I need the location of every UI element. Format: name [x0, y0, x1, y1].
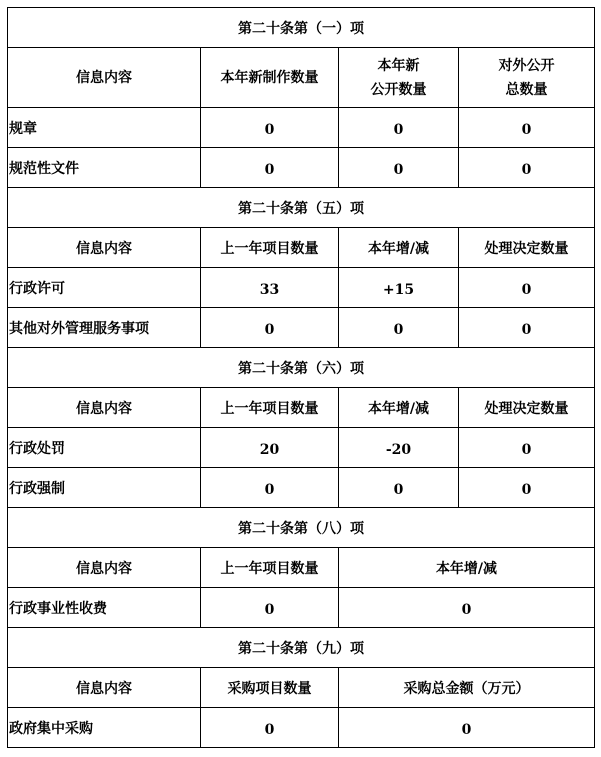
section-header-row [8, 628, 595, 668]
header-info-content: 信息内容 [8, 388, 201, 428]
row-label: 其他对外管理服务事项 [8, 308, 201, 348]
table-row [8, 148, 595, 188]
table-row [8, 308, 595, 348]
cell-value: 0 [339, 468, 459, 508]
cell-value: 0 [459, 108, 595, 148]
column-header-row [8, 388, 595, 428]
cell-value: 0 [339, 148, 459, 188]
row-label: 规范性文件 [8, 148, 201, 188]
header-year-change: 本年增/减 [339, 548, 595, 588]
section-title: 第二十条第（六）项 [8, 348, 595, 388]
header-new-public-line2: 公开数量 [370, 81, 427, 98]
header-total-public-line1: 对外公开 [498, 57, 555, 74]
cell-value: 0 [201, 468, 339, 508]
row-label: 行政强制 [8, 468, 201, 508]
cell-value: 0 [339, 308, 459, 348]
cell-value: 0 [339, 108, 459, 148]
cell-value: 33 [201, 268, 339, 308]
column-header-row [8, 48, 595, 108]
section-header-row [8, 348, 595, 388]
header-total-public-line2: 总数量 [505, 81, 548, 98]
row-label: 行政处罚 [8, 428, 201, 468]
header-new-public-count [339, 48, 459, 108]
cell-value: +15 [339, 268, 459, 308]
header-prev-year-count: 上一年项目数量 [201, 388, 339, 428]
header-total-public-count [459, 48, 595, 108]
header-decision-count: 处理决定数量 [459, 388, 595, 428]
row-label: 政府集中采购 [8, 708, 201, 748]
cell-value: 0 [201, 308, 339, 348]
header-new-public-line1: 本年新 [377, 57, 420, 74]
disclosure-table [7, 7, 595, 748]
header-prev-year-count: 上一年项目数量 [201, 228, 339, 268]
column-header-row [8, 228, 595, 268]
table-row [8, 708, 595, 748]
table-row [8, 428, 595, 468]
header-info-content: 信息内容 [8, 548, 201, 588]
header-procurement-total: 采购总金额（万元） [339, 668, 595, 708]
header-year-change: 本年增/减 [339, 228, 459, 268]
header-info-content: 信息内容 [8, 668, 201, 708]
column-header-row [8, 668, 595, 708]
header-procurement-count: 采购项目数量 [201, 668, 339, 708]
table-row [8, 108, 595, 148]
table-row [8, 268, 595, 308]
cell-value: 20 [201, 428, 339, 468]
row-label: 行政事业性收费 [8, 588, 201, 628]
cell-value: 0 [459, 428, 595, 468]
cell-value: 0 [459, 468, 595, 508]
section-header-row [8, 8, 595, 48]
column-header-row [8, 548, 595, 588]
header-new-created-count: 本年新制作数量 [201, 48, 339, 108]
cell-value: 0 [459, 308, 595, 348]
row-label: 行政许可 [8, 268, 201, 308]
cell-value: 0 [339, 708, 595, 748]
cell-value: 0 [201, 148, 339, 188]
header-decision-count: 处理决定数量 [459, 228, 595, 268]
cell-value: 0 [201, 588, 339, 628]
section-header-row [8, 188, 595, 228]
header-prev-year-count: 上一年项目数量 [201, 548, 339, 588]
header-year-change: 本年增/减 [339, 388, 459, 428]
table-row [8, 468, 595, 508]
table-row [8, 588, 595, 628]
cell-value: -20 [339, 428, 459, 468]
cell-value: 0 [201, 708, 339, 748]
section-title: 第二十条第（九）项 [8, 628, 595, 668]
cell-value: 0 [339, 588, 595, 628]
section-title: 第二十条第（五）项 [8, 188, 595, 228]
header-info-content: 信息内容 [8, 228, 201, 268]
section-title: 第二十条第（八）项 [8, 508, 595, 548]
header-info-content: 信息内容 [8, 48, 201, 108]
section-header-row [8, 508, 595, 548]
cell-value: 0 [459, 148, 595, 188]
cell-value: 0 [459, 268, 595, 308]
cell-value: 0 [201, 108, 339, 148]
section-title: 第二十条第（一）项 [8, 8, 595, 48]
row-label: 规章 [8, 108, 201, 148]
